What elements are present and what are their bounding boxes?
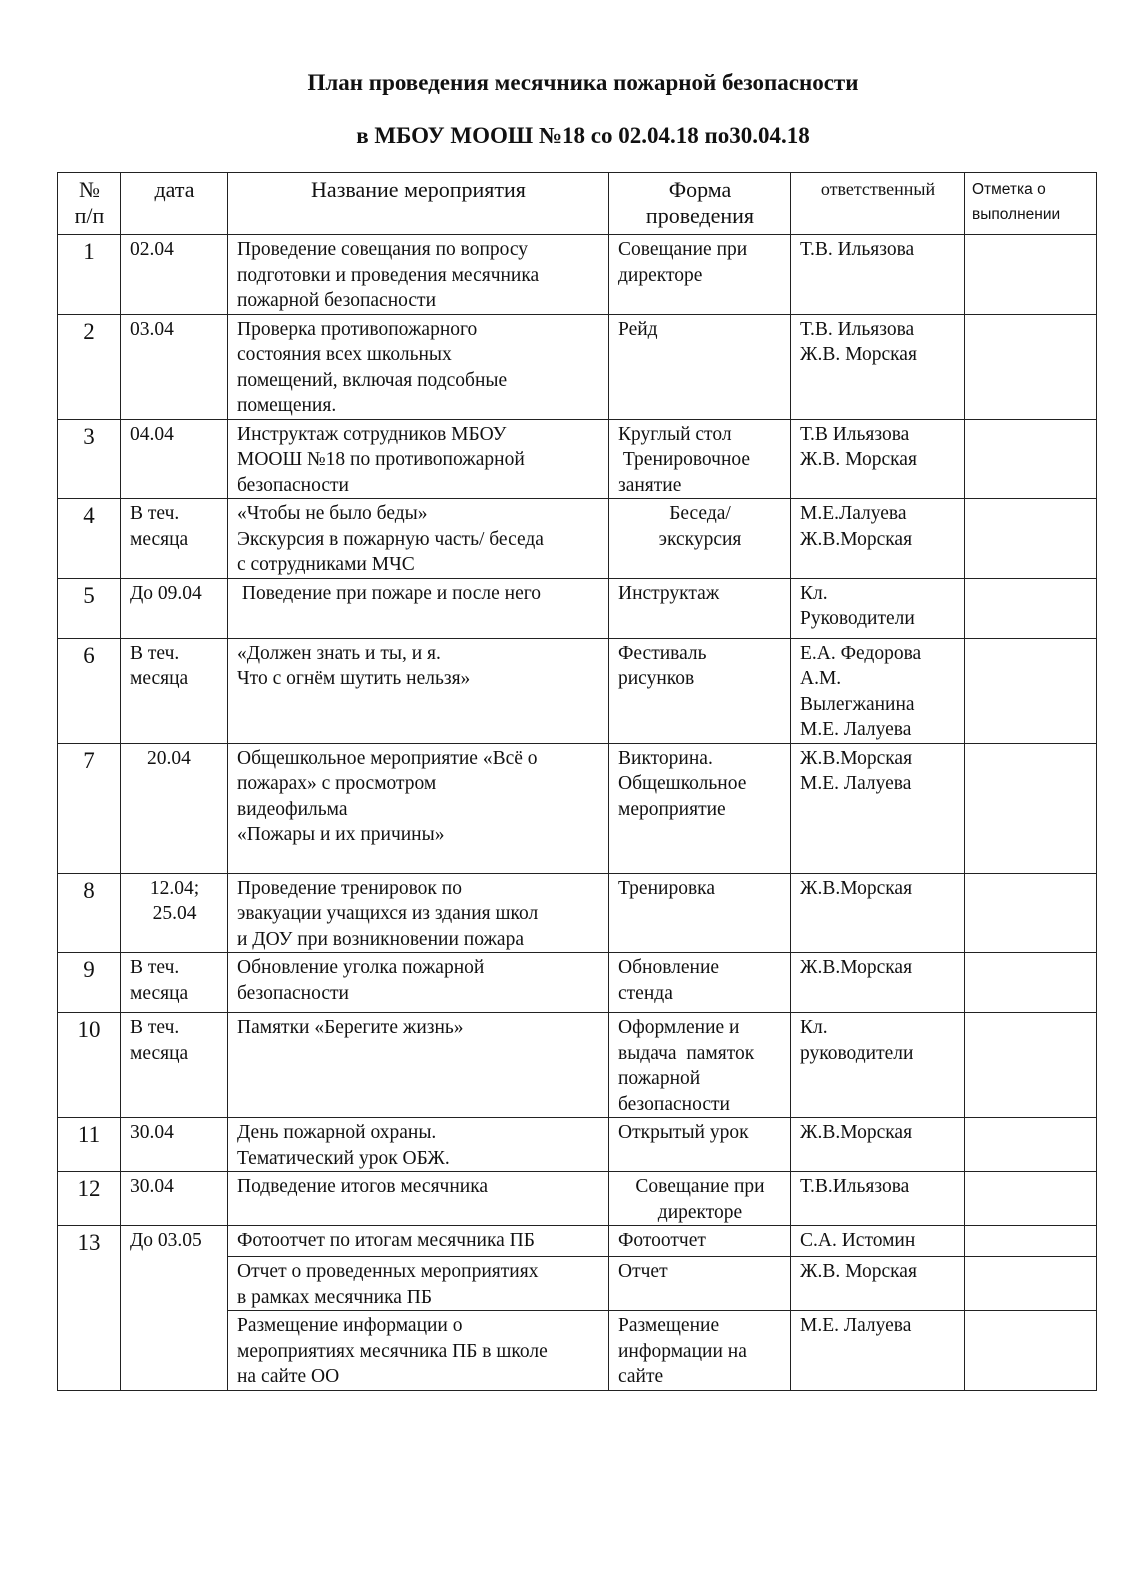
cell-date (121, 1172, 228, 1226)
cell-num: 5 (58, 578, 121, 638)
cell-line: Рейд (618, 318, 658, 340)
table-row (58, 953, 1097, 1013)
cell-event (228, 1118, 609, 1172)
cell-line: 20.04 (147, 747, 191, 769)
cell-line: Размещение (618, 1315, 720, 1336)
cell-line: состояния всех школьных (237, 344, 452, 365)
cell-line: Обновление уголка пожарной (237, 957, 485, 978)
cell-line: День пожарной охраны. (237, 1122, 437, 1143)
cell-event (228, 1311, 609, 1391)
cell-line: Фотоотчет по итогам месячника ПБ (237, 1230, 535, 1251)
cell-responsible (791, 499, 965, 579)
cell-line: Ж.В. Морская (800, 1261, 917, 1282)
cell-line: Поведение при пожаре и после него (237, 582, 542, 604)
cell-mark (965, 743, 1097, 873)
cell-line: 03.04 (130, 318, 174, 340)
cell-line: Тематический урок ОБЖ. (237, 1147, 450, 1169)
table-row (58, 235, 1097, 315)
table-row (58, 743, 1097, 873)
cell-date (121, 638, 228, 743)
cell-line: Фестиваль (618, 642, 707, 664)
cell-date (121, 314, 228, 419)
cell-line: в рамках месячника ПБ (237, 1286, 433, 1308)
cell-line: информации на (618, 1340, 747, 1362)
cell-form (609, 1172, 791, 1226)
table-row (58, 499, 1097, 579)
cell-date (121, 1013, 228, 1118)
cell-mark (965, 953, 1097, 1013)
cell-line: Тренировочное (618, 449, 751, 470)
cell-num: 13 (58, 1226, 121, 1391)
cell-responsible (791, 1257, 965, 1311)
cell-mark (965, 419, 1097, 499)
cell-line: М.Е. Лалуева (800, 719, 912, 740)
cell-line: В теч. (130, 642, 180, 664)
cell-line: Т.В Ильязова (800, 423, 910, 445)
cell-line: Обновление (618, 957, 720, 978)
cell-mark (965, 314, 1097, 419)
cell-responsible (791, 1226, 965, 1257)
cell-line: Кл. (800, 582, 828, 604)
cell-form (609, 873, 791, 953)
cell-form (609, 953, 791, 1013)
cell-line: помещений, включая подсобные (237, 369, 508, 391)
cell-num: 9 (58, 953, 121, 1013)
cell-form (609, 1311, 791, 1391)
cell-event (228, 743, 609, 873)
cell-event (228, 1257, 609, 1311)
cell-event (228, 873, 609, 953)
cell-line: Проведение тренировок по (237, 877, 462, 899)
cell-line: Ж.В. Морская (800, 344, 917, 365)
cell-responsible (791, 743, 965, 873)
cell-event (228, 1226, 609, 1257)
cell-line: Подведение итогов месячника (237, 1176, 489, 1197)
cell-line: «Должен знать и ты, и я. (237, 642, 441, 664)
cell-line: Кл. (800, 1017, 828, 1038)
cell-line: Экскурсия в пожарную часть/ беседа (237, 528, 544, 550)
cell-responsible (791, 1311, 965, 1391)
table-header-row (58, 173, 1097, 235)
cell-num: 1 (58, 235, 121, 315)
table-row (58, 873, 1097, 953)
table-body (58, 235, 1097, 1391)
cell-line: Т.В. Ильязова (800, 239, 915, 260)
cell-form (609, 578, 791, 638)
document-title: План проведения месячника пожарной безопасности (307, 70, 859, 95)
cell-line: Ж.В.Морская (800, 957, 913, 978)
cell-line: Ж.В.Морская (800, 1122, 913, 1143)
cell-responsible (791, 419, 965, 499)
cell-line: 04.04 (130, 423, 174, 445)
cell-num: 8 (58, 873, 121, 953)
cell-line: директоре (657, 1201, 743, 1223)
cell-mark (965, 638, 1097, 743)
cell-line: Ж.В. Морская (800, 449, 917, 470)
cell-mark (965, 499, 1097, 579)
cell-num: 3 (58, 419, 121, 499)
cell-line: пожарах» с просмотром (237, 773, 437, 794)
cell-event (228, 638, 609, 743)
table-row (58, 1118, 1097, 1172)
header-date: дата (121, 173, 228, 235)
document-subtitle: в МБОУ МООШ №18 со 02.04.18 по30.04.18 (356, 123, 810, 148)
cell-line: Беседа/ (669, 503, 731, 524)
cell-line: эвакуации учащихся из здания школ (237, 903, 539, 924)
table-row (58, 1226, 1097, 1257)
cell-num: 2 (58, 314, 121, 419)
events-table (57, 172, 1097, 1391)
cell-mark (965, 578, 1097, 638)
cell-date (121, 1226, 228, 1391)
cell-num: 12 (58, 1172, 121, 1226)
cell-date (121, 499, 228, 579)
cell-line: Тренировка (618, 877, 715, 899)
cell-line: Оформление и (618, 1017, 740, 1038)
cell-mark (965, 1172, 1097, 1226)
cell-line: пожарной безопасности (237, 290, 436, 311)
cell-event (228, 1172, 609, 1226)
cell-line: 02.04 (130, 239, 174, 260)
cell-form (609, 638, 791, 743)
cell-line: Вылегжанина (800, 693, 915, 715)
cell-line: 30.04 (130, 1122, 174, 1143)
cell-line: месяца (130, 668, 189, 689)
cell-event (228, 314, 609, 419)
cell-line: Ж.В.Морская (800, 528, 913, 550)
cell-line: Памятки «Берегите жизнь» (237, 1017, 464, 1038)
header-form: Форма проведения (609, 173, 791, 235)
cell-responsible (791, 1118, 965, 1172)
table-row (58, 1013, 1097, 1118)
cell-line: Общешкольное мероприятие «Всё о (237, 747, 538, 769)
cell-line: В теч. (130, 503, 180, 524)
cell-line: рисунков (618, 668, 695, 689)
cell-line: Круглый стол (618, 423, 732, 445)
cell-line: Инструктаж (618, 582, 720, 604)
cell-line: Е.А. Федорова (800, 642, 922, 664)
cell-line: До 03.05 (130, 1230, 202, 1251)
cell-mark (965, 1013, 1097, 1118)
cell-line: 25.04 (152, 903, 197, 924)
header-event: Название мероприятия (228, 173, 609, 235)
cell-form (609, 1013, 791, 1118)
cell-line: Совещание при (635, 1176, 765, 1197)
cell-line: и ДОУ при возникновении пожара (237, 928, 524, 950)
cell-line: Т.В.Ильязова (800, 1176, 910, 1197)
cell-line: месяца (130, 982, 189, 1004)
cell-num: 4 (58, 499, 121, 579)
cell-mark (965, 873, 1097, 953)
cell-line: До 09.04 (130, 582, 202, 604)
cell-line: выдача памяток (618, 1042, 755, 1064)
cell-mark (965, 1226, 1097, 1257)
cell-form (609, 235, 791, 315)
cell-line: Викторина. (618, 747, 713, 769)
cell-line: Отчет (618, 1261, 668, 1282)
cell-responsible (791, 235, 965, 315)
cell-responsible (791, 953, 965, 1013)
cell-line: директоре (618, 264, 703, 286)
cell-line: мероприятие (618, 798, 726, 820)
cell-line: безопасности (237, 982, 349, 1004)
cell-line: Проверка противопожарного (237, 318, 478, 340)
cell-date (121, 1118, 228, 1172)
cell-responsible (791, 873, 965, 953)
cell-event (228, 953, 609, 1013)
cell-date (121, 235, 228, 315)
cell-num: 6 (58, 638, 121, 743)
table-row (58, 314, 1097, 419)
cell-line: С.А. Истомин (800, 1230, 916, 1251)
cell-line: на сайте ОО (237, 1366, 340, 1387)
cell-line: безопасности (618, 1093, 730, 1115)
cell-line: Ж.В.Морская (800, 747, 913, 769)
cell-event (228, 1013, 609, 1118)
table-row (58, 578, 1097, 638)
cell-line: Т.В. Ильязова (800, 318, 915, 340)
table-row (58, 638, 1097, 743)
cell-responsible (791, 1013, 965, 1118)
cell-line: безопасности (237, 474, 349, 496)
cell-line: Размещение информации о (237, 1315, 463, 1336)
cell-line: «Чтобы не было беды» (237, 503, 428, 524)
cell-form (609, 1257, 791, 1311)
cell-line: подготовки и проведения месячника (237, 264, 540, 286)
cell-num: 7 (58, 743, 121, 873)
cell-line: Совещание при (618, 239, 748, 260)
cell-date (121, 953, 228, 1013)
cell-line: экскурсия (658, 528, 742, 550)
cell-line: Фотоотчет (618, 1230, 706, 1251)
cell-line: В теч. (130, 957, 180, 978)
cell-mark (965, 235, 1097, 315)
cell-line: В теч. (130, 1017, 180, 1038)
cell-line: 30.04 (130, 1176, 174, 1197)
cell-date (121, 578, 228, 638)
cell-line: пожарной (618, 1068, 701, 1089)
cell-line: Что с огнём шутить нельзя» (237, 668, 471, 689)
cell-date (121, 743, 228, 873)
cell-line: Ж.В.Морская (800, 877, 913, 899)
cell-line: М.Е.Лалуева (800, 503, 907, 524)
cell-event (228, 578, 609, 638)
cell-form (609, 1118, 791, 1172)
cell-event (228, 235, 609, 315)
cell-mark (965, 1118, 1097, 1172)
table-row (58, 419, 1097, 499)
cell-form (609, 419, 791, 499)
cell-line: М.Е. Лалуева (800, 773, 912, 794)
cell-line: видеофильма (237, 798, 348, 820)
cell-line: 12.04; (149, 877, 200, 899)
header-mark: Отметка о выполнении (965, 173, 1097, 235)
cell-responsible (791, 314, 965, 419)
cell-line: Проведение совещания по вопросу (237, 239, 529, 260)
cell-form (609, 1226, 791, 1257)
cell-line: стенда (618, 982, 673, 1004)
cell-line: месяца (130, 528, 189, 550)
header-responsible: ответственный (791, 173, 965, 235)
cell-line: занятие (618, 474, 682, 496)
cell-form (609, 743, 791, 873)
cell-mark (965, 1257, 1097, 1311)
cell-form (609, 314, 791, 419)
cell-line: А.М. (800, 668, 842, 689)
cell-event (228, 499, 609, 579)
cell-line: месяца (130, 1042, 189, 1064)
cell-line: Общешкольное (618, 773, 747, 794)
cell-event (228, 419, 609, 499)
cell-date (121, 873, 228, 953)
cell-num: 11 (58, 1118, 121, 1172)
cell-responsible (791, 578, 965, 638)
header-num: № п/п (58, 173, 121, 235)
cell-line: руководители (800, 1042, 914, 1064)
cell-line: с сотрудниками МЧС (237, 554, 415, 575)
cell-date (121, 419, 228, 499)
table-row (58, 1172, 1097, 1226)
cell-line: М.Е. Лалуева (800, 1315, 912, 1336)
cell-line: мероприятиях месячника ПБ в школе (237, 1340, 548, 1362)
cell-mark (965, 1311, 1097, 1391)
cell-line: Отчет о проведенных мероприятиях (237, 1261, 539, 1282)
cell-line: МООШ №18 по противопожарной (237, 449, 525, 470)
cell-line: «Пожары и их причины» (237, 824, 445, 845)
cell-responsible (791, 1172, 965, 1226)
cell-line: Открытый урок (618, 1122, 749, 1143)
cell-line: сайте (618, 1366, 664, 1387)
cell-line: помещения. (237, 395, 337, 416)
cell-line: Инструктаж сотрудников МБОУ (237, 423, 507, 445)
cell-responsible (791, 638, 965, 743)
cell-num: 10 (58, 1013, 121, 1118)
cell-line: Руководители (800, 608, 915, 629)
cell-form (609, 499, 791, 579)
